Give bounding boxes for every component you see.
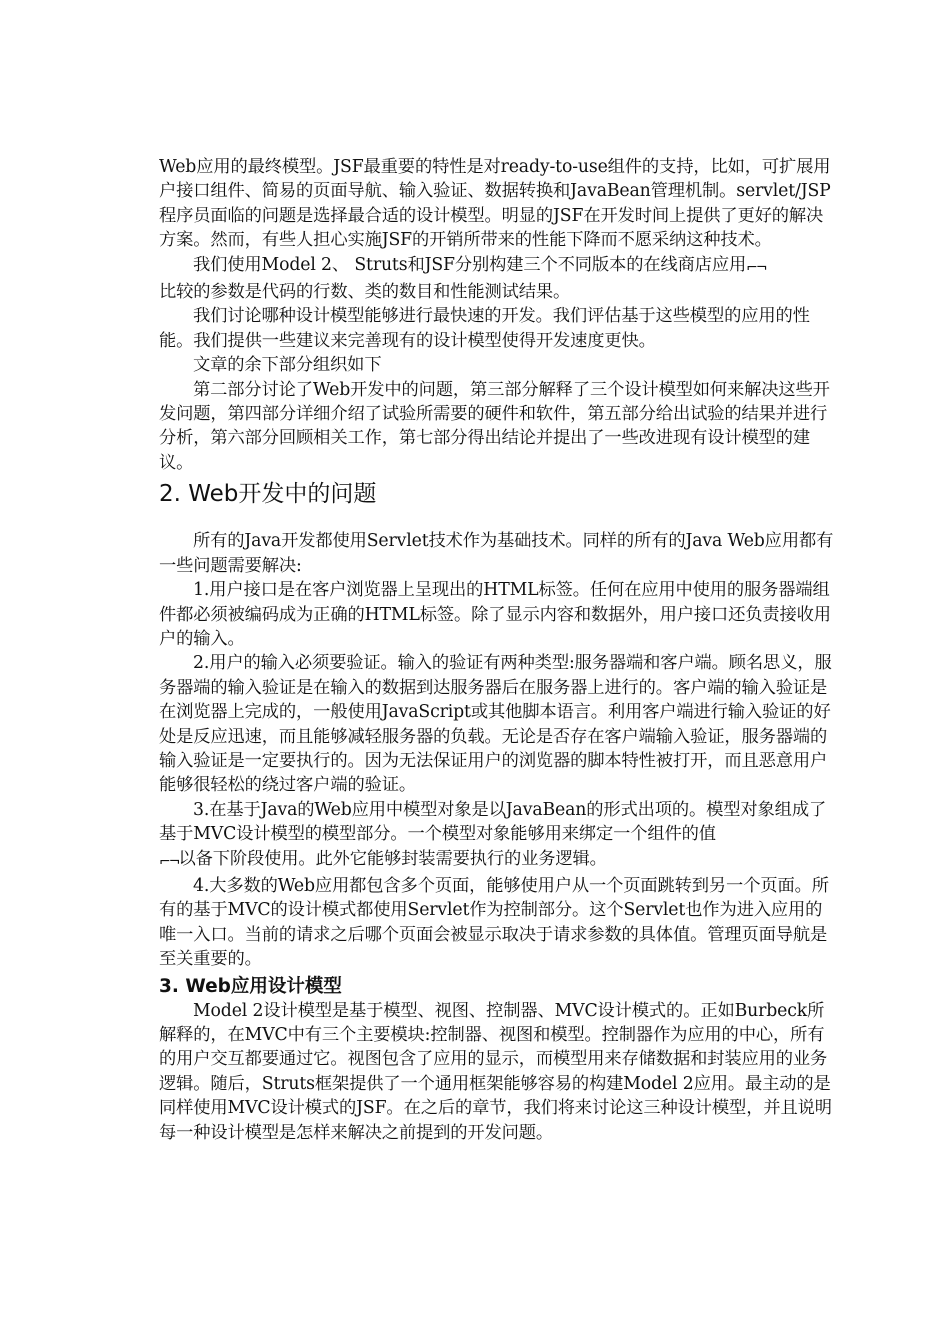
- section-3-heading: 3. Web应用设计模型: [159, 975, 342, 997]
- section-2-paragraph-1: 所有的Java开发都使用Servlet技术作为基础技术。同样的所有的Java Web应用都有一些问题需要解决:: [159, 531, 834, 576]
- intro-paragraph-4: 文章的余下部分组织如下: [193, 355, 382, 376]
- intro-paragraph-2: [159, 253, 839, 305]
- intro-paragraph-2-rest: 比较的参数是代码的行数、类的数目和性能测试结果。: [159, 282, 571, 303]
- section-3-paragraph-1: Model 2设计模型是基于模型、视图、控制器、MVC设计模式的。正如Burbeck所解释的，在MVC中有三个主要模块:控制器、视图和模型。控制器作为应用的中心，所有的用户交互都要通过它。视图包含了应用的显示，而模型用来存储数据和封装应用的业务逻辑。随后，Struts框架提供了一个通用框架能够容易的构建Model 2应用。最主动的是同样使用MVC设计模式的JSF。在之后的章节，我们将来讨论这三种设计模型，并且说明每一种设计模型是怎样来解决之前提到的开发问题。: [159, 1000, 832, 1143]
- section-2-item-3: [159, 798, 839, 874]
- section-2-heading: 2. Web开发中的问题: [159, 481, 377, 508]
- section-2-item-3-rest: 以备下阶段使用。此外它能够封装需要执行的业务逻辑。: [178, 848, 607, 869]
- section-2-item-2: 2.用户的输入必须要验证。输入的验证有两种类型:服务器端和客户端。顾名思义，服务器端的输入验证是在输入的数据到达服务器后在服务器上进行的。客户端的输入验证是在浏览器上完成的，一般使用JavaScript或其他脚本语言。利用客户端进行输入验证的好处是反应迅速，而且能够减轻服务器的负载。无论是否存在客户端输入验证，服务器端的输入验证是一定要执行的。因为无法保证用户的浏览器的脚本特性被打开，而且恶意用户能够很轻松的绕过客户端的验证。: [159, 653, 832, 796]
- section-2-item-3-text: 3.在基于Java的Web应用中模型对象是以JavaBean的形式出项的。模型对象组成了基于MVC设计模型的模型部分。一个模型对象能够用来绑定一个组件的值: [159, 799, 827, 845]
- intro-paragraph-2-text: 我们使用Model 2、 Struts和JSF分别构建三个不同版本的在线商店应用: [193, 254, 747, 275]
- intro-paragraph-1: Web应用的最终模型。JSF最重要的特性是对ready-to-use组件的支持，比如，可扩展用户接口组件、简易的页面导航、输入验证、数据转换和JavaBean管理机制。servlet/JSP程序员面临的问题是选择最合适的设计模型。明显的JSF在开发时间上提供了更好的解决方案。然而，有些人担心实施JSF的开销所带来的性能下降而不愿采纳这种技术。: [159, 157, 831, 251]
- editing-mark: ⌐¬: [746, 259, 766, 276]
- intro-paragraph-3: 我们讨论哪种设计模型能够进行最快速的开发。我们评估基于这些模型的应用的性能。我们提供一些建议来完善现有的设计模型使得开发速度更快。: [159, 306, 810, 351]
- intro-paragraph-5: 第二部分讨论了Web开发中的问题，第三部分解释了三个设计模型如何来解决这些开发问题，第四部分详细介绍了试验所需要的硬件和软件，第五部分给出试验的结果并进行分析，第六部分回顾相关工作，第七部分得出结论并提出了一些改进现有设计模型的建议。: [159, 379, 830, 473]
- section-2-item-1: 1.用户接口是在客户浏览器上呈现出的HTML标签。任何在应用中使用的服务器端组件都必须被编码成为正确的HTML标签。除了显示内容和数据外，用户接口还负责接收用户的输入。: [159, 580, 831, 649]
- editing-mark: ⌐¬: [159, 853, 179, 870]
- document-page: [159, 155, 839, 1145]
- section-2-item-4: 4.大多数的Web应用都包含多个页面，能够使用户从一个页面跳转到另一个页面。所有的基于MVC的设计模式都使用Servlet作为控制部分。这个Servlet也作为进入应用的唯一入口。当前的请求之后哪个页面会被显示取决于请求参数的具体值。管理页面导航是至关重要的。: [159, 875, 829, 970]
